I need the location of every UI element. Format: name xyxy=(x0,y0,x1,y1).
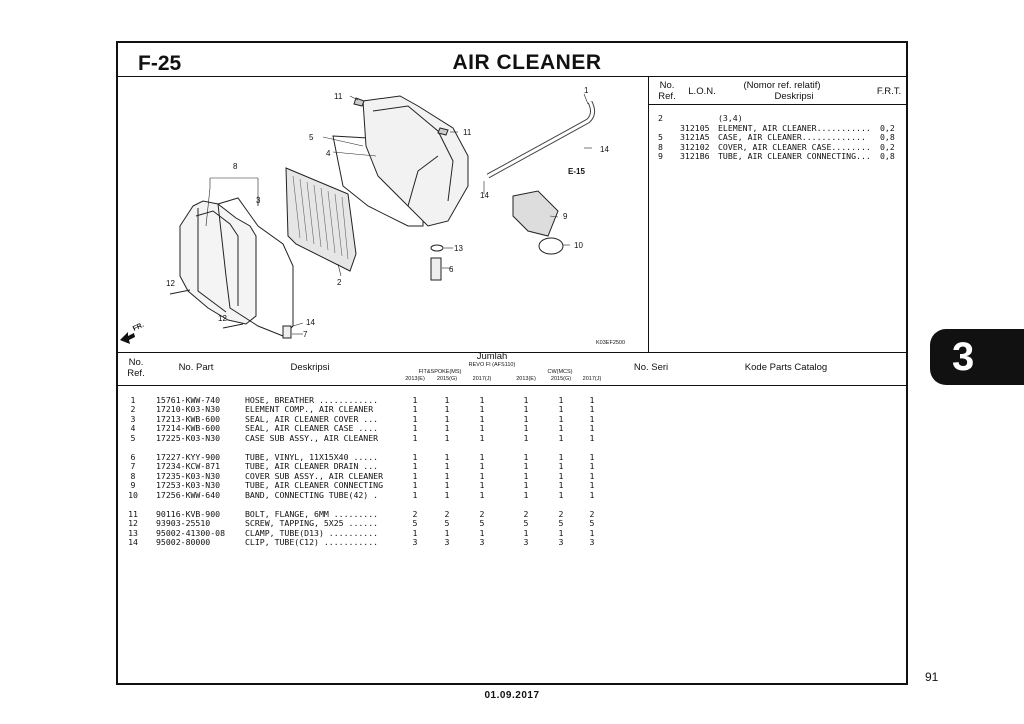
connecting-band xyxy=(539,238,563,254)
image-code: K03EF2500 xyxy=(596,340,626,346)
frt-header-deskripsi: Deskripsi xyxy=(774,91,814,102)
row-quantity: 1 xyxy=(444,413,450,424)
row-quantity: 5 xyxy=(412,518,418,529)
parts-header-jumlah: Jumlah xyxy=(476,351,508,362)
callout-12a: 12 xyxy=(166,279,175,288)
ref-e15: E-15 xyxy=(568,167,585,176)
parts-header-cw: CW(MCS) xyxy=(547,369,573,375)
row-quantity: 5 xyxy=(479,518,485,529)
row-ref: 4 xyxy=(130,423,136,434)
frt-row xyxy=(652,151,906,161)
row-quantity: 1 xyxy=(444,527,450,538)
frt-lon: 312105 xyxy=(680,122,710,133)
clamp xyxy=(431,245,443,251)
row-quantity: 1 xyxy=(412,470,418,481)
frt-header-frt: F.R.T. xyxy=(876,86,902,97)
frt-desc: COVER, AIR CLEANER CASE........ xyxy=(718,141,871,152)
year-header: 2015(G) xyxy=(436,376,458,382)
callout-14b: 14 xyxy=(480,191,489,200)
frt-row xyxy=(652,113,906,123)
row-quantity: 1 xyxy=(558,413,564,424)
row-quantity: 1 xyxy=(444,404,450,415)
parts-header-divider xyxy=(118,385,906,386)
front-arrow-icon xyxy=(120,332,135,344)
row-ref: 5 xyxy=(130,432,136,443)
row-quantity: 1 xyxy=(444,452,450,462)
row-quantity: 1 xyxy=(558,452,564,462)
air-cleaner-case xyxy=(363,96,468,226)
row-quantity: 3 xyxy=(558,537,564,548)
frt-row xyxy=(652,132,906,142)
row-part-number: 90116-KVB-900 xyxy=(156,509,221,519)
row-description: SEAL, AIR CLEANER CASE .... xyxy=(245,423,379,434)
row-quantity: 1 xyxy=(412,413,418,424)
row-part-number: 17235-K03-N30 xyxy=(156,470,221,481)
row-quantity: 5 xyxy=(523,518,529,529)
row-ref: 8 xyxy=(130,470,136,481)
frt-desc: (3,4) xyxy=(718,113,743,123)
frt-row xyxy=(652,142,906,152)
row-ref: 3 xyxy=(130,413,136,424)
row-quantity: 1 xyxy=(412,404,418,415)
row-part-number: 17227-KYY-900 xyxy=(156,452,221,462)
year-header: 2013(E) xyxy=(405,376,425,382)
year-header: 2013(E) xyxy=(516,376,536,382)
row-quantity: 1 xyxy=(589,432,595,443)
section-tab: 3 xyxy=(930,329,1024,385)
row-quantity: 1 xyxy=(479,452,485,462)
callout-11b: 11 xyxy=(463,128,472,137)
row-description: TUBE, AIR CLEANER CONNECTING xyxy=(245,480,384,491)
frt-ref: 8 xyxy=(658,141,663,152)
row-quantity: 1 xyxy=(412,480,418,491)
screw-lower xyxy=(170,290,190,294)
row-ref: 14 xyxy=(128,537,138,548)
row-quantity: 1 xyxy=(589,404,595,415)
row-part-number: 17225-K03-N30 xyxy=(156,432,221,443)
row-quantity: 2 xyxy=(589,509,595,519)
row-quantity: 2 xyxy=(444,509,450,519)
row-description: SEAL, AIR CLEANER COVER ... xyxy=(245,413,379,424)
row-quantity: 1 xyxy=(479,432,485,443)
row-quantity: 1 xyxy=(479,527,485,538)
row-quantity: 1 xyxy=(479,489,485,500)
row-quantity: 3 xyxy=(444,537,450,548)
row-quantity: 1 xyxy=(412,432,418,443)
row-quantity: 1 xyxy=(558,489,564,500)
row-part-number: 17234-KCW-871 xyxy=(156,461,221,472)
row-description: BAND, CONNECTING TUBE(42) . xyxy=(245,489,379,500)
frt-ref: 2 xyxy=(658,113,663,123)
row-ref: 1 xyxy=(130,395,136,405)
callout-12b: 12 xyxy=(218,314,227,323)
row-quantity: 2 xyxy=(479,509,485,519)
row-ref: 6 xyxy=(130,452,136,462)
parts-header-kode: Kode Parts Catalog xyxy=(744,362,828,373)
row-description: CASE SUB ASSY., AIR CLEANER xyxy=(245,432,379,443)
frt-header-noref: No. Ref. xyxy=(658,80,676,102)
row-quantity: 1 xyxy=(589,452,595,462)
frt-ref: 9 xyxy=(658,151,663,161)
callout-3: 3 xyxy=(256,196,261,205)
row-quantity: 1 xyxy=(444,423,450,434)
row-part-number: 17256-KWW-640 xyxy=(156,489,221,500)
row-quantity: 1 xyxy=(444,489,450,500)
row-quantity: 1 xyxy=(589,527,595,538)
callout-8: 8 xyxy=(233,162,238,171)
drain-tube xyxy=(283,326,291,338)
row-description: TUBE, AIR CLEANER DRAIN ... xyxy=(245,461,379,472)
row-part-number: 17214-KWB-600 xyxy=(156,423,221,434)
row-quantity: 1 xyxy=(558,527,564,538)
row-part-number: 17213-KWB-600 xyxy=(156,413,221,424)
row-quantity: 1 xyxy=(523,489,529,500)
row-quantity: 1 xyxy=(523,404,529,415)
row-quantity: 1 xyxy=(479,404,485,415)
frt-lon: 3121B6 xyxy=(680,151,710,161)
row-quantity: 1 xyxy=(558,461,564,472)
row-quantity: 1 xyxy=(589,489,595,500)
parts-header-nopart: No. Part xyxy=(178,362,214,373)
row-quantity: 1 xyxy=(479,480,485,491)
page-number: 91 xyxy=(925,670,939,684)
row-quantity: 1 xyxy=(523,432,529,443)
table-row xyxy=(118,433,618,443)
row-quantity: 1 xyxy=(558,395,564,405)
row-ref: 12 xyxy=(128,518,138,529)
frt-header-divider xyxy=(648,104,906,105)
callout-13: 13 xyxy=(454,244,463,253)
row-quantity: 1 xyxy=(558,423,564,434)
row-quantity: 1 xyxy=(412,527,418,538)
row-quantity: 5 xyxy=(589,518,595,529)
row-quantity: 1 xyxy=(444,395,450,405)
row-description: CLIP, TUBE(C12) ........... xyxy=(245,537,379,548)
row-ref: 10 xyxy=(128,489,138,500)
callout-5: 5 xyxy=(309,133,314,142)
row-quantity: 1 xyxy=(523,423,529,434)
row-ref: 11 xyxy=(128,509,138,519)
row-quantity: 1 xyxy=(523,480,529,491)
year-header: 2017(J) xyxy=(472,376,492,382)
row-description: TUBE, VINYL, 11X15X40 ..... xyxy=(245,452,379,462)
row-part-number: 95002-41300-08 xyxy=(156,527,226,538)
row-quantity: 1 xyxy=(558,470,564,481)
row-quantity: 1 xyxy=(523,395,529,405)
row-description: ELEMENT COMP., AIR CLEANER xyxy=(245,404,374,415)
table-row xyxy=(118,537,618,547)
frt-header-nomor: (Nomor ref. relatif) xyxy=(743,80,821,91)
callout-2: 2 xyxy=(337,278,342,287)
row-quantity: 1 xyxy=(479,413,485,424)
row-quantity: 5 xyxy=(444,518,450,529)
callout-7: 7 xyxy=(303,330,308,339)
callout-10: 10 xyxy=(574,241,583,250)
frt-ref: 5 xyxy=(658,132,663,142)
row-ref: 13 xyxy=(128,527,138,538)
bolt-top xyxy=(354,98,364,106)
row-quantity: 3 xyxy=(479,537,485,548)
callout-4: 4 xyxy=(326,149,331,158)
row-ref: 2 xyxy=(130,404,136,415)
year-header: 2015(G) xyxy=(550,376,572,382)
frt-desc: CASE, AIR CLEANER............. xyxy=(718,132,866,142)
row-quantity: 1 xyxy=(523,461,529,472)
row-part-number: 95002-80000 xyxy=(156,537,211,548)
frt-lon: 312102 xyxy=(680,141,710,152)
row-quantity: 1 xyxy=(589,480,595,491)
row-quantity: 1 xyxy=(412,423,418,434)
row-quantity: 1 xyxy=(479,461,485,472)
frt-row xyxy=(652,123,906,133)
frt-value: 0,8 xyxy=(880,151,895,161)
connecting-tube xyxy=(513,191,558,236)
row-description: SCREW, TAPPING, 5X25 ...... xyxy=(245,518,379,529)
row-quantity: 1 xyxy=(479,395,485,405)
air-filter-element xyxy=(286,168,356,271)
callout-11a: 11 xyxy=(334,92,343,101)
row-ref: 9 xyxy=(130,480,136,491)
row-part-number: 17210-K03-N30 xyxy=(156,404,221,415)
frt-value: 0,2 xyxy=(880,141,895,152)
frt-header-lon: L.O.N. xyxy=(688,86,716,97)
row-part-number: 17253-K03-N30 xyxy=(156,480,221,491)
row-quantity: 5 xyxy=(558,518,564,529)
screw-bottom xyxy=(223,324,243,328)
row-quantity: 2 xyxy=(558,509,564,519)
row-quantity: 1 xyxy=(589,470,595,481)
row-quantity: 1 xyxy=(412,395,418,405)
callout-1: 1 xyxy=(584,86,589,95)
frt-value: 0,8 xyxy=(880,132,895,142)
row-description: BOLT, FLANGE, 6MM ......... xyxy=(245,509,379,519)
row-description: COVER SUB ASSY., AIR CLEANER xyxy=(245,470,384,481)
breather-hose xyxy=(488,102,593,176)
row-quantity: 1 xyxy=(412,452,418,462)
callout-6: 6 xyxy=(449,265,454,274)
frt-divider xyxy=(648,76,649,352)
page-code: F-25 xyxy=(138,52,182,75)
row-quantity: 1 xyxy=(523,413,529,424)
row-quantity: 1 xyxy=(444,461,450,472)
parts-header-revo: REVO FI (AFS110) xyxy=(468,362,516,368)
row-quantity: 1 xyxy=(589,395,595,405)
print-date: 01.09.2017 xyxy=(484,690,540,701)
row-description: CLAMP, TUBE(D13) .......... xyxy=(245,527,379,538)
row-quantity: 1 xyxy=(589,461,595,472)
row-quantity: 1 xyxy=(523,452,529,462)
row-quantity: 3 xyxy=(412,537,418,548)
row-quantity: 1 xyxy=(444,480,450,491)
row-quantity: 3 xyxy=(589,537,595,548)
exploded-diagram xyxy=(118,76,645,351)
row-quantity: 1 xyxy=(479,423,485,434)
row-quantity: 1 xyxy=(412,489,418,500)
row-quantity: 1 xyxy=(558,432,564,443)
row-quantity: 1 xyxy=(589,413,595,424)
front-label: FR. xyxy=(131,321,146,333)
frt-lon: 3121A5 xyxy=(680,132,710,142)
row-ref: 7 xyxy=(130,461,136,472)
row-quantity: 1 xyxy=(523,527,529,538)
row-quantity: 1 xyxy=(444,470,450,481)
row-quantity: 2 xyxy=(412,509,418,519)
row-quantity: 1 xyxy=(479,470,485,481)
callout-9: 9 xyxy=(563,212,568,221)
row-quantity: 1 xyxy=(523,470,529,481)
parts-header-noseri: No. Seri xyxy=(633,362,669,373)
parts-header-noref: No. Ref. xyxy=(127,357,145,379)
row-part-number: 15761-KWW-740 xyxy=(156,395,221,405)
parts-header-fit: FIT&SPOKE(MS) xyxy=(418,369,462,375)
parts-header-deskripsi: Deskripsi xyxy=(290,362,330,373)
vinyl-tube xyxy=(431,258,441,280)
year-header: 2017(J) xyxy=(582,376,602,382)
row-quantity: 1 xyxy=(412,461,418,472)
row-quantity: 1 xyxy=(558,480,564,491)
frt-desc: ELEMENT, AIR CLEANER........... xyxy=(718,122,871,133)
row-quantity: 1 xyxy=(444,432,450,443)
page-title: AIR CLEANER xyxy=(452,51,602,74)
row-description: HOSE, BREATHER ............ xyxy=(245,395,379,405)
row-part-number: 93903-25510 xyxy=(156,518,211,529)
frt-desc: TUBE, AIR CLEANER CONNECTING... xyxy=(718,151,871,161)
callout-14c: 14 xyxy=(306,318,315,327)
table-row xyxy=(118,490,618,500)
row-quantity: 1 xyxy=(558,404,564,415)
row-quantity: 1 xyxy=(589,423,595,434)
row-quantity: 2 xyxy=(523,509,529,519)
row-quantity: 3 xyxy=(523,537,529,548)
callout-14a: 14 xyxy=(600,145,609,154)
frt-value: 0,2 xyxy=(880,122,895,133)
